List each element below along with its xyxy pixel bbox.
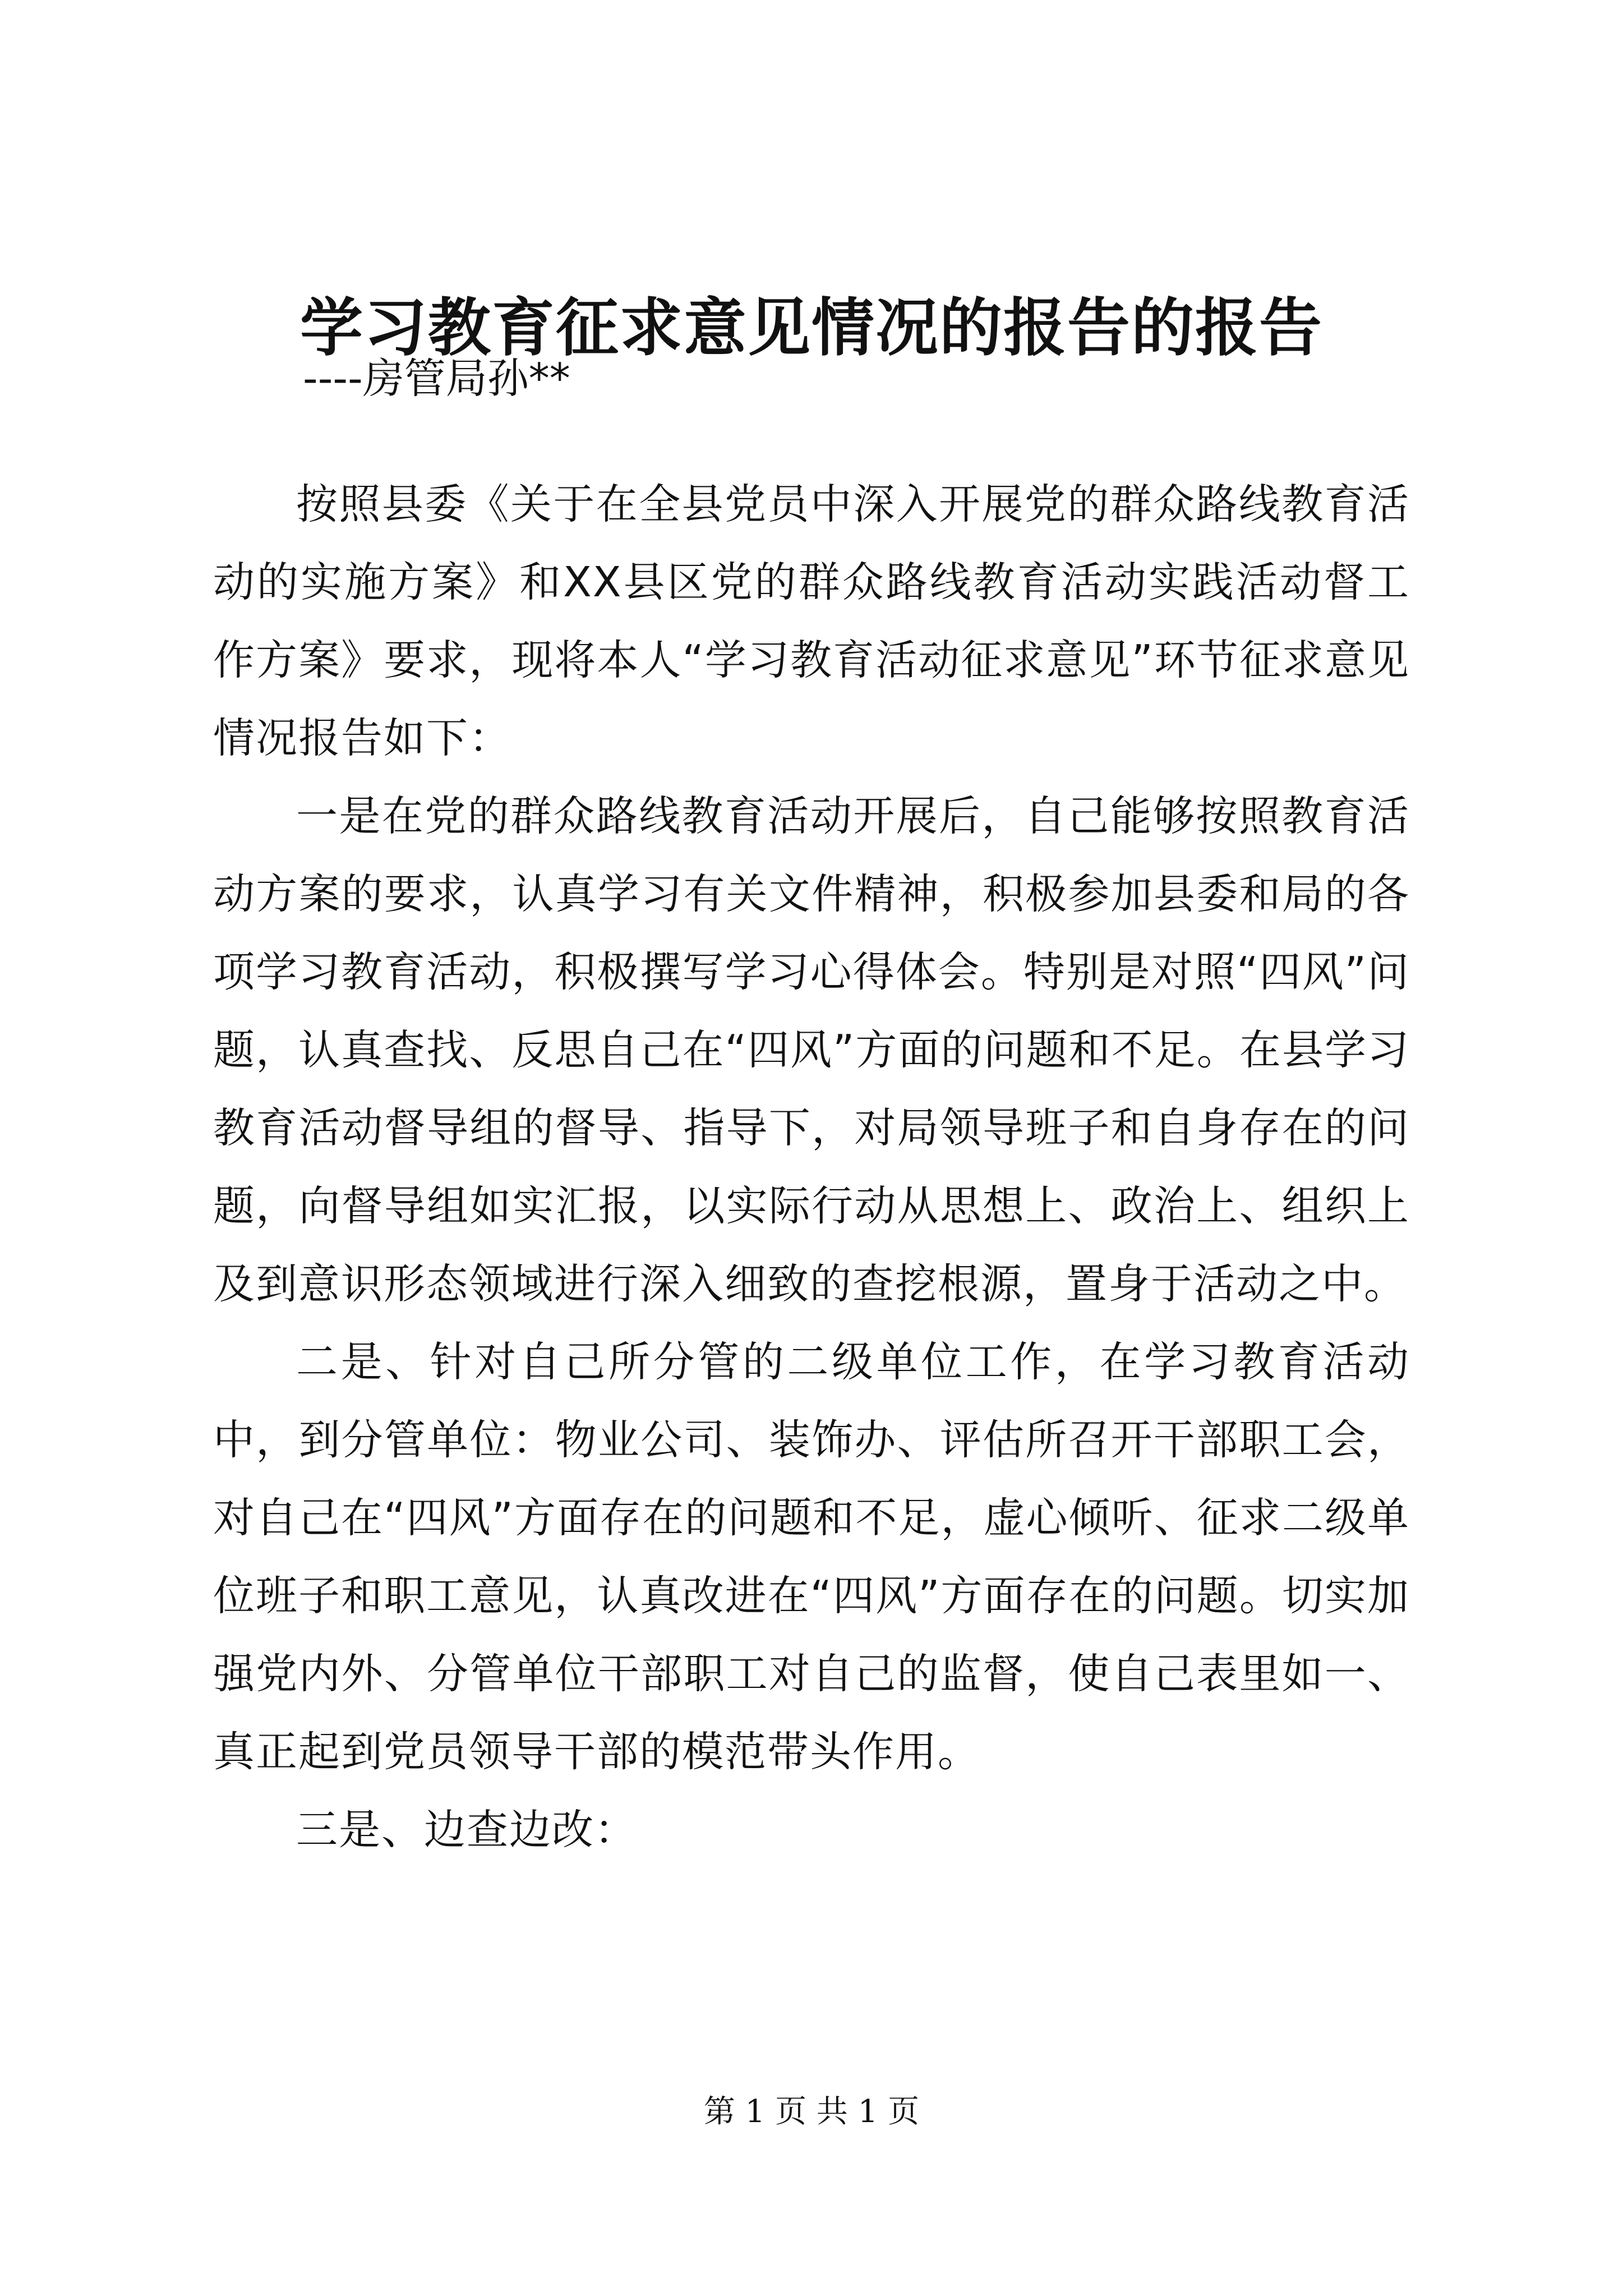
document-body [213, 466, 1410, 1869]
paragraph-third-point: 三是、边查边改： [296, 1806, 637, 1854]
paragraph-second-point: 二是、针对自己所分管的二级单位工作，在学习教育活动中，到分管单位：物业公司、装饰办、评估所召开干部职工会，对自己在“四风”方面存在的问题和不足，虚心倾听、征求二级单位班子和职工意见，认真改进在“四风”方面存在的问题。切实加强党内外、分管单位干部职工对自己的监督，使自己表里如一、真正起到党员领导干部的模范带头作用。 [213, 1338, 1410, 1776]
paragraph-intro: 按照县委《关于在全县党员中深入开展党的群众路线教育活动的实施方案》和XX县区党的群众路线教育活动实践活动督工作方案》要求，现将本人“学习教育活动征求意见”环节征求意见情况报告如下： [213, 480, 1410, 762]
paragraph-first-point: 一是在党的群众路线教育活动开展后，自己能够按照教育活动方案的要求，认真学习有关文件精神，积极参加县委和局的各项学习教育活动，积极撰写学习心得体会。特别是对照“四风”问题，认真查找、反思自己在“四风”方面的问题和不足。在县学习教育活动督导组的督导、指导下，对局领导班子和自身存在的问题，向督导组如实汇报，以实际行动从思想上、政治上、组织上及到意识形态领域进行深入细致的查挖根源，置身于活动之中。 [213, 792, 1410, 1308]
document-author: ----房管局孙** [303, 355, 570, 403]
document-title: 学习教育征求意见情况的报告的报告 [300, 291, 1323, 365]
page-number-footer: 第 1 页 共 1 页 [703, 2093, 920, 2130]
